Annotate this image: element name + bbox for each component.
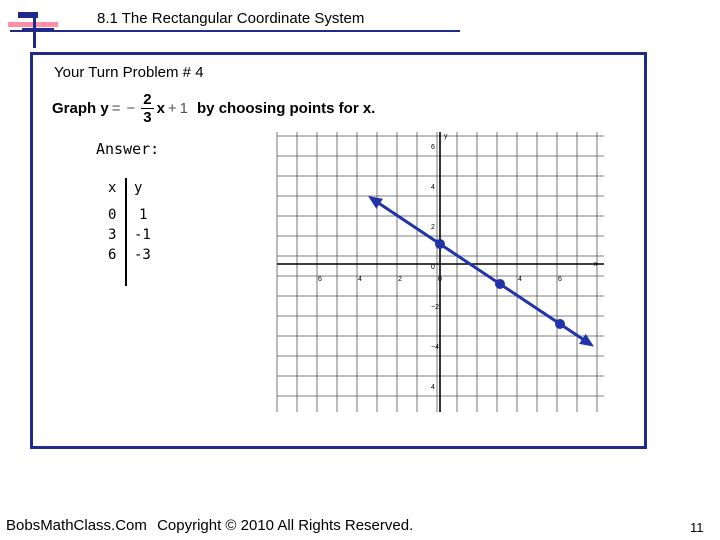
fraction-denominator: 3 xyxy=(143,108,152,126)
equation-constant: 1 xyxy=(179,99,189,117)
x-tick-label: 4 xyxy=(518,276,522,283)
page-number: 11 xyxy=(690,520,704,535)
slide-title: 8.1 The Rectangular Coordinate System xyxy=(97,10,365,27)
table-y-header: y xyxy=(134,180,143,196)
y-axis-label: y xyxy=(444,133,448,140)
table-row-y: 1 xyxy=(139,207,148,223)
x-tick-label: 2 xyxy=(398,276,402,283)
x-tick-label: 6 xyxy=(558,276,562,283)
y-tick-label: 4 xyxy=(431,384,435,391)
table-row-x: 3 xyxy=(108,227,117,243)
x-tick-label: 6 xyxy=(318,276,322,283)
y-tick-label: −4 xyxy=(431,344,439,351)
table-x-header: x xyxy=(108,180,117,196)
x-tick-label: 4 xyxy=(358,276,362,283)
table-row-y: -3 xyxy=(134,247,151,263)
equation-plus: + xyxy=(167,99,177,117)
y-tick-label: −2 xyxy=(431,304,439,311)
problem-title: Your Turn Problem # 4 xyxy=(54,64,204,81)
fraction-numerator: 2 xyxy=(143,90,152,108)
y-tick-label: 4 xyxy=(431,184,435,191)
equation-x-term: x xyxy=(156,99,165,117)
answer-label: Answer: xyxy=(96,140,160,158)
graph-axes xyxy=(277,132,604,412)
plotted-line xyxy=(368,196,594,347)
table-row-x: 6 xyxy=(108,247,117,263)
equation-minus: − xyxy=(126,99,136,117)
y-tick-label: 2 xyxy=(431,224,435,231)
plot-point xyxy=(555,319,565,329)
line-arrow-left xyxy=(368,196,383,209)
plot-point xyxy=(495,279,505,289)
x-axis-label: x xyxy=(594,261,598,268)
equation-suffix: by choosing points for x. xyxy=(197,99,376,117)
footer-copyright: Copyright © 2010 All Rights Reserved. xyxy=(157,517,414,534)
y-tick-label: 6 xyxy=(431,144,435,151)
equation-equals: = xyxy=(111,99,121,117)
footer-text xyxy=(6,517,413,534)
footer-brand: BobsMathClass.Com xyxy=(6,517,147,534)
plot-point xyxy=(435,239,445,249)
equation-graph-word: Graph y xyxy=(52,99,109,117)
x-tick-label: 0 xyxy=(438,276,442,283)
y-tick-label: 0 xyxy=(431,264,435,271)
table-row-y: -1 xyxy=(134,227,151,243)
table-row-x: 0 xyxy=(108,207,117,223)
